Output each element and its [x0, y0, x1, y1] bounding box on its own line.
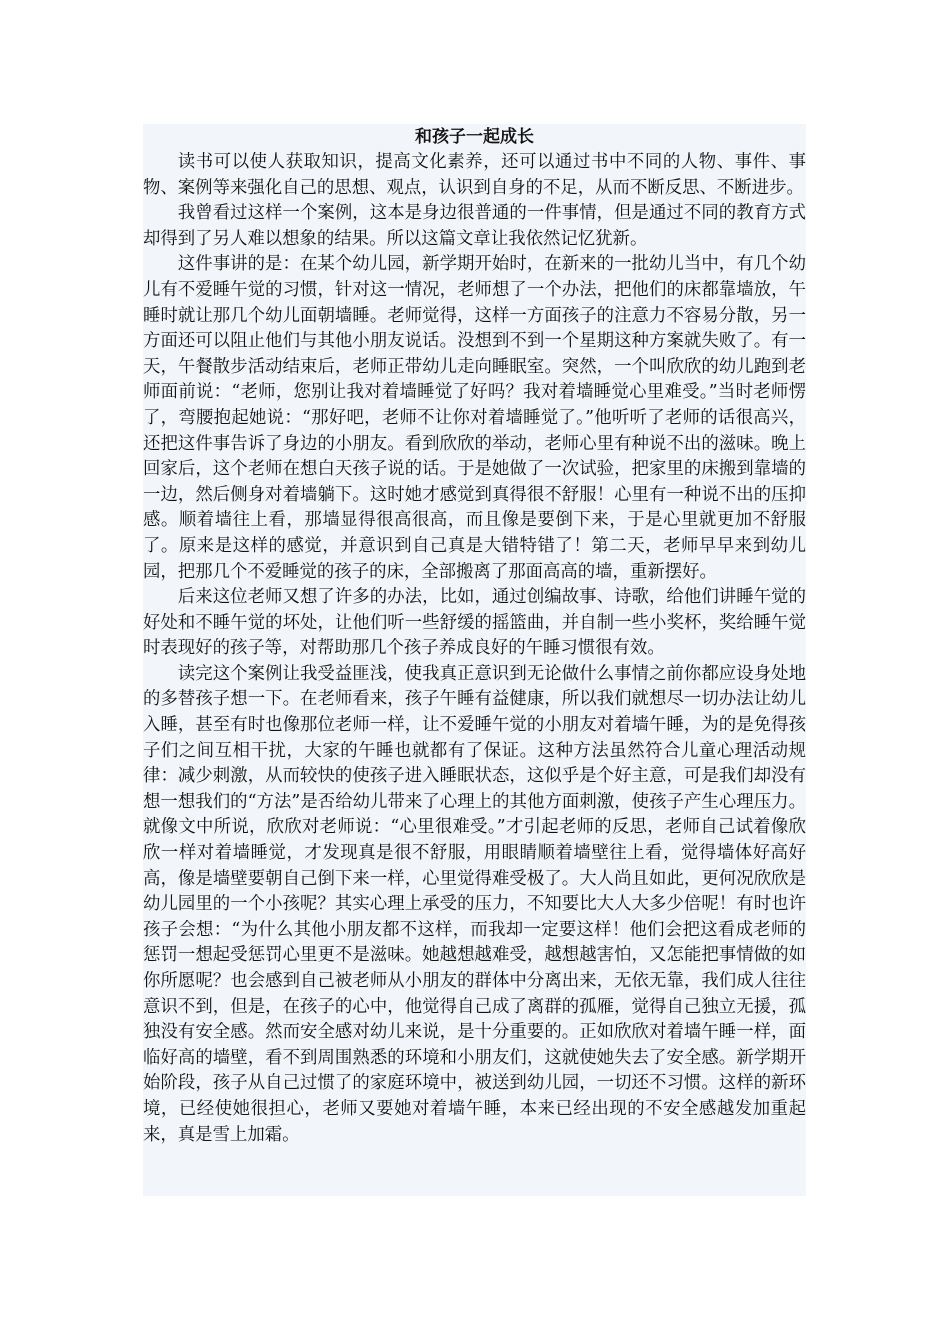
- paragraph-case-story: 这件事讲的是：在某个幼儿园，新学期开始时，在新来的一批幼儿当中，有几个幼儿有不爱睡午觉的习惯，针对这一情况，老师想了一个办法，把他们的床都靠墙放，午睡时就让那几个幼儿面朝墙睡。老师觉得，这样一方面孩子的注意力不容易分散，另一方面还可以阻止他们与其他小朋友说话。没想到不到一个星期这种方案就失败了。有一天，午餐散步活动结束后，老师正带幼儿走向睡眠室。突然，一个叫欣欣的幼儿跑到老师面前说：“老师，您别让我对着墙睡觉了好吗？我对着墙睡觉心里难受。”当时老师愣了，弯腰抱起她说：“那好吧，老师不让你对着墙睡觉了。”他听听了老师的话很高兴，还把这件事告诉了身边的小朋友。看到欣欣的举动，老师心里有种说不出的滋味。晚上回家后，这个老师在想白天孩子说的话。于是她做了一次试验，把家里的床搬到靠墙的一边，然后侧身对着墙躺下。这时她才感觉到真得很不舒服！心里有一种说不出的压抑感。顺着墙往上看，那墙显得很高很高，而且像是要倒下来，于是心里就更加不舒服了。原来是这样的感觉，并意识到自己真是大错特错了！第二天，老师早早来到幼儿园，把那几个不爱睡觉的孩子的床，全部搬离了那面高高的墙，重新摆好。: [143, 254, 806, 582]
- paragraph-teacher-methods: 后来这位老师又想了许多的办法，比如，通过创编故事、诗歌，给他们讲睡午觉的好处和不睡午觉的坏处，让他们听一些舒缓的摇篮曲，并自制一些小奖杯，奖给睡午觉时表现好的孩子等，对帮助那几个孩子养成良好的午睡习惯很有效。: [143, 587, 806, 659]
- document-title: 和孩子一起成长: [415, 127, 534, 147]
- document-body: [143, 124, 806, 1196]
- paragraph-intro: 读书可以使人获取知识，提高文化素养，还可以通过书中不同的人物、事件、事物、案例等来强化自己的思想、观点，认识到自身的不足，从而不断反思、不断进步。: [143, 152, 806, 198]
- paragraph-case-mention: 我曾看过这样一个案例，这本是身边很普通的一件事情，但是通过不同的教育方式却得到了另人难以想象的结果。所以这篇文章让我依然记忆犹新。: [143, 203, 806, 249]
- paragraph-reflection: 读完这个案例让我受益匪浅，使我真正意识到无论做什么事情之前你都应设身处地的多替孩子想一下。在老师看来，孩子午睡有益健康，所以我们就想尽一切办法让幼儿入睡，甚至有时也像那位老师一样，让不爱睡午觉的小朋友对着墙午睡，为的是免得孩子们之间互相干扰，大家的午睡也就都有了保证。这种方法虽然符合儿童心理活动规律：减少刺激，从而较快的使孩子进入睡眠状态，这似乎是个好主意，可是我们却没有想一想我们的“方法”是否给幼儿带来了心理上的其他方面刺激，使孩子产生心理压力。就像文中所说，欣欣对老师说：“心里很难受。”才引起老师的反思，老师自己试着像欣欣一样对着墙睡觉，才发现真是很不舒服，用眼睛顺着墙壁往上看，觉得墙体好高好高，像是墙壁要朝自己倒下来一样，心里觉得难受极了。大人尚且如此，更何况欣欣是幼儿园里的一个小孩呢？其实心理上承受的压力，不知要比大人大多少倍呢！有时也许孩子会想：“为什么其他小朋友都不这样，而我却一定要这样！他们会把这看成老师的惩罚一想起受惩罚心里更不是滋味。她越想越难受，越想越害怕，又怎能把事情做的如你所愿呢？也会感到自己被老师从小朋友的群体中分离出来，无依无靠，我们成人往往意识不到，但是，在孩子的心中，他觉得自己成了离群的孤雁，觉得自己独立无援，孤独没有安全感。然而安全感对幼儿来说，是十分重要的。正如欣欣对着墙午睡一样，面临好高的墙壁，看不到周围熟悉的环境和小朋友们，这就使她失去了安全感。新学期开始阶段，孩子从自己过惯了的家庭环境中，被送到幼儿园，一切还不习惯。这样的新环境，已经使她很担心，老师又要她对着墙午睡，本来已经出现的不安全感越发加重起来，真是雪上加霜。: [143, 663, 806, 1145]
